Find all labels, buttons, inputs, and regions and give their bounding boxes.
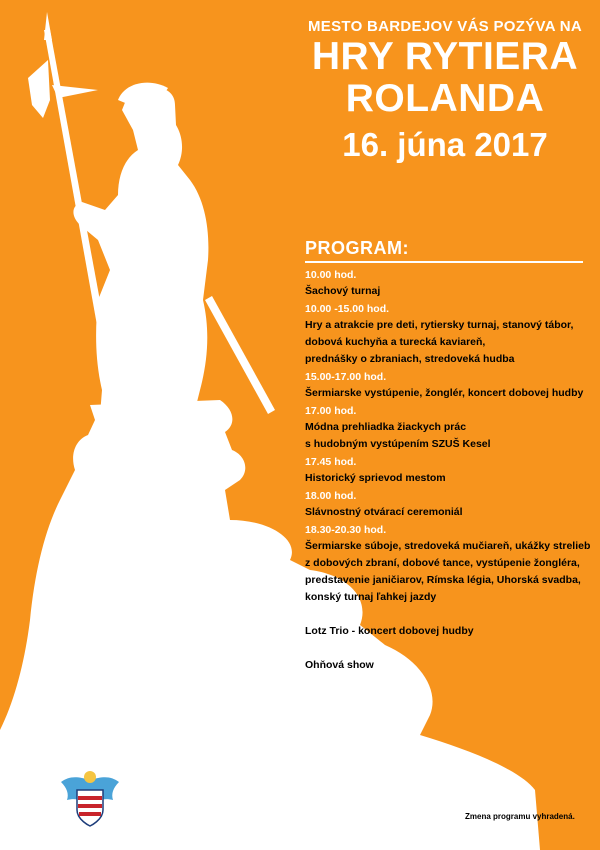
program-item: [305, 641, 585, 674]
program-section: [305, 238, 591, 675]
program-item: [305, 454, 585, 487]
program-item-time: 20.30 hod.: [305, 609, 357, 621]
program-item: [305, 301, 585, 368]
program-item-time: 18.30-20.30 hod.: [305, 524, 387, 536]
event-date: 16. júna 2017: [342, 126, 548, 163]
program-item: [305, 267, 585, 300]
event-header: [300, 18, 590, 167]
description-line: Módna prehliadka žiackych prác: [305, 421, 467, 433]
program-change-note: Zmena programu vyhradená.: [465, 812, 575, 821]
program-item-time: 10.00 -15.00 hod.: [305, 303, 390, 315]
program-item-time: 21.00 hod.: [305, 643, 357, 655]
program-item: [305, 522, 591, 606]
description-line: z dobových zbraní, dobové tance, vystúpenie žongléra,: [305, 557, 580, 569]
program-item-time: 18.00 hod.: [305, 490, 357, 502]
program-item: [305, 488, 585, 521]
program-item-description: [305, 317, 585, 368]
program-item-time: 15.00-17.00 hod.: [305, 371, 387, 383]
program-item-time: 17.00 hod.: [305, 405, 357, 417]
description-line: Lotz Trio - koncert dobovej hudby: [305, 625, 474, 637]
description-line: Historický sprievod mestom: [305, 472, 446, 484]
program-item-description: [305, 470, 585, 487]
program-item-description: [305, 283, 585, 300]
description-line: Hry a atrakcie pre deti, rytiersky turnaj, stanový tábor,: [305, 319, 574, 331]
description-line: konský turnaj ľahkej jazdy: [305, 591, 437, 603]
program-item-description: [305, 504, 585, 521]
program-heading: PROGRAM:: [305, 238, 409, 258]
program-item-description: [305, 385, 585, 402]
description-line: Šermiarske vystúpenie, žonglér, koncert dobovej hudby: [305, 387, 584, 399]
program-item: [305, 607, 585, 640]
bardejov-coat-of-arms-icon: [55, 760, 125, 830]
description-line: dobová kuchyňa a turecká kaviareň,: [305, 336, 486, 348]
description-line: s hudobným vystúpením SZUŠ Kesel: [305, 438, 491, 450]
description-line: prednášky o zbraniach, stredoveká hudba: [305, 353, 515, 365]
description-line: Slávnostný otvárací ceremoniál: [305, 506, 463, 518]
program-item-description: [305, 657, 585, 674]
program-divider: [305, 261, 583, 263]
description-line: Ohňová show: [305, 659, 374, 671]
program-item-description: [305, 538, 591, 606]
program-item-description: [305, 419, 585, 453]
event-title-line1: HRY RYTIERA: [311, 35, 579, 78]
program-item-description: [305, 623, 585, 640]
description-line: Šachový turnaj: [305, 285, 381, 297]
invitation-line: MESTO BARDEJOV VÁS POZÝVA NA: [308, 18, 582, 35]
event-title-line2: ROLANDA: [345, 77, 545, 120]
description-line: predstavenie janičiarov, Rímska légia, Uhorská svadba,: [305, 574, 581, 586]
program-item-time: 17.45 hod.: [305, 456, 357, 468]
program-item: [305, 369, 585, 402]
program-item-time: 10.00 hod.: [305, 269, 357, 281]
program-item: [305, 403, 585, 453]
description-line: Šermiarske súboje, stredoveká mučiareň, ukážky strelieb: [305, 540, 591, 552]
